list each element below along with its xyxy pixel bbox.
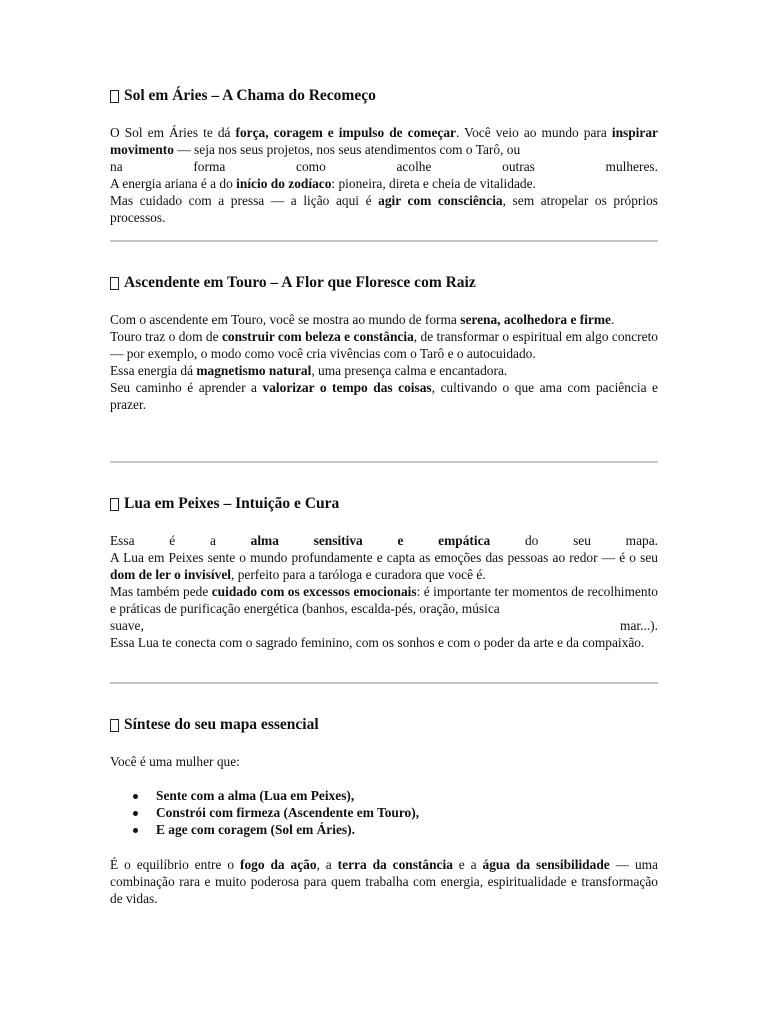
section-sintese bbox=[110, 715, 658, 907]
paragraph: Essa Lua te conecta com o sagrado feminino, com os sonhos e com o poder da arte e da compaixão. bbox=[110, 635, 645, 650]
paragraph: A energia ariana é a do início do zodíaco: pioneira, direta e cheia de vitalidade. bbox=[110, 176, 536, 191]
divider bbox=[110, 682, 658, 684]
list-item: Constrói com firmeza (Ascendente em Touro), bbox=[110, 804, 658, 821]
paragraph: Seu caminho é aprender a valorizar o tempo das coisas, cultivando o que ama com paciência e prazer. bbox=[110, 380, 658, 412]
section-heading: Lua em Peixes – Intuição e Cura bbox=[110, 494, 658, 514]
list-item: E age com coragem (Sol em Áries). bbox=[110, 821, 658, 838]
missing-glyph-icon bbox=[110, 719, 119, 732]
list-item: Sente com a alma (Lua em Peixes), bbox=[110, 787, 658, 804]
section-sol-aries bbox=[110, 86, 658, 226]
section-heading: Síntese do seu mapa essencial bbox=[110, 715, 658, 735]
missing-glyph-icon bbox=[110, 90, 119, 103]
paragraph: Essa energia dá magnetismo natural, uma presença calma e encantadora. bbox=[110, 363, 508, 378]
paragraph: suave, mar...). bbox=[110, 618, 658, 633]
paragraph: na forma como acolhe outras mulheres. bbox=[110, 159, 658, 174]
intro-text: Você é uma mulher que: bbox=[110, 754, 240, 769]
section-lua-peixes bbox=[110, 494, 658, 651]
paragraph: Mas também pede cuidado com os excessos emocionais: é importante ter momentos de recolhimento e práticas de purificação energética (banhos, escalda-pés, oração, música bbox=[110, 584, 658, 616]
divider bbox=[110, 461, 658, 463]
divider bbox=[110, 240, 658, 242]
paragraph: Com o ascendente em Touro, você se mostra ao mundo de forma serena, acolhedora e firme. bbox=[110, 312, 615, 327]
paragraph: É o equilíbrio entre o fogo da ação, a terra da constância e a água da sensibilidade — uma combinação rara e muito poderosa para quem trabalha com energia, espiritualidade e transformação de vidas. bbox=[110, 857, 658, 906]
section-heading: Sol em Áries – A Chama do Recomeço bbox=[110, 86, 658, 106]
missing-glyph-icon bbox=[110, 498, 119, 511]
paragraph: Mas cuidado com a pressa — a lição aqui é agir com consciência, sem atropelar os próprios processos. bbox=[110, 193, 659, 225]
bullet-list bbox=[110, 787, 658, 838]
paragraph: Touro traz o dom de construir com beleza e constância, de transformar o espiritual em algo concreto — por exemplo, o modo como você cria vivências com o Tarô e o autocuidado. bbox=[110, 329, 658, 361]
section-heading: Ascendente em Touro – A Flor que Floresce com Raiz bbox=[110, 273, 658, 293]
missing-glyph-icon bbox=[110, 277, 119, 290]
paragraph: Essa é a alma sensitiva e empática do seu mapa. bbox=[110, 533, 658, 548]
paragraph: O Sol em Áries te dá força, coragem e impulso de começar. Você veio ao mundo para inspirar movimento — seja nos seus projetos, nos seus atendimentos com o Tarô, ou bbox=[110, 125, 658, 157]
section-ascendente-touro bbox=[110, 273, 658, 413]
paragraph: A Lua em Peixes sente o mundo profundamente e capta as emoções das pessoas ao redor — é o seu dom de ler o invisível, perfeito para a taróloga e curadora que você é. bbox=[110, 550, 658, 582]
